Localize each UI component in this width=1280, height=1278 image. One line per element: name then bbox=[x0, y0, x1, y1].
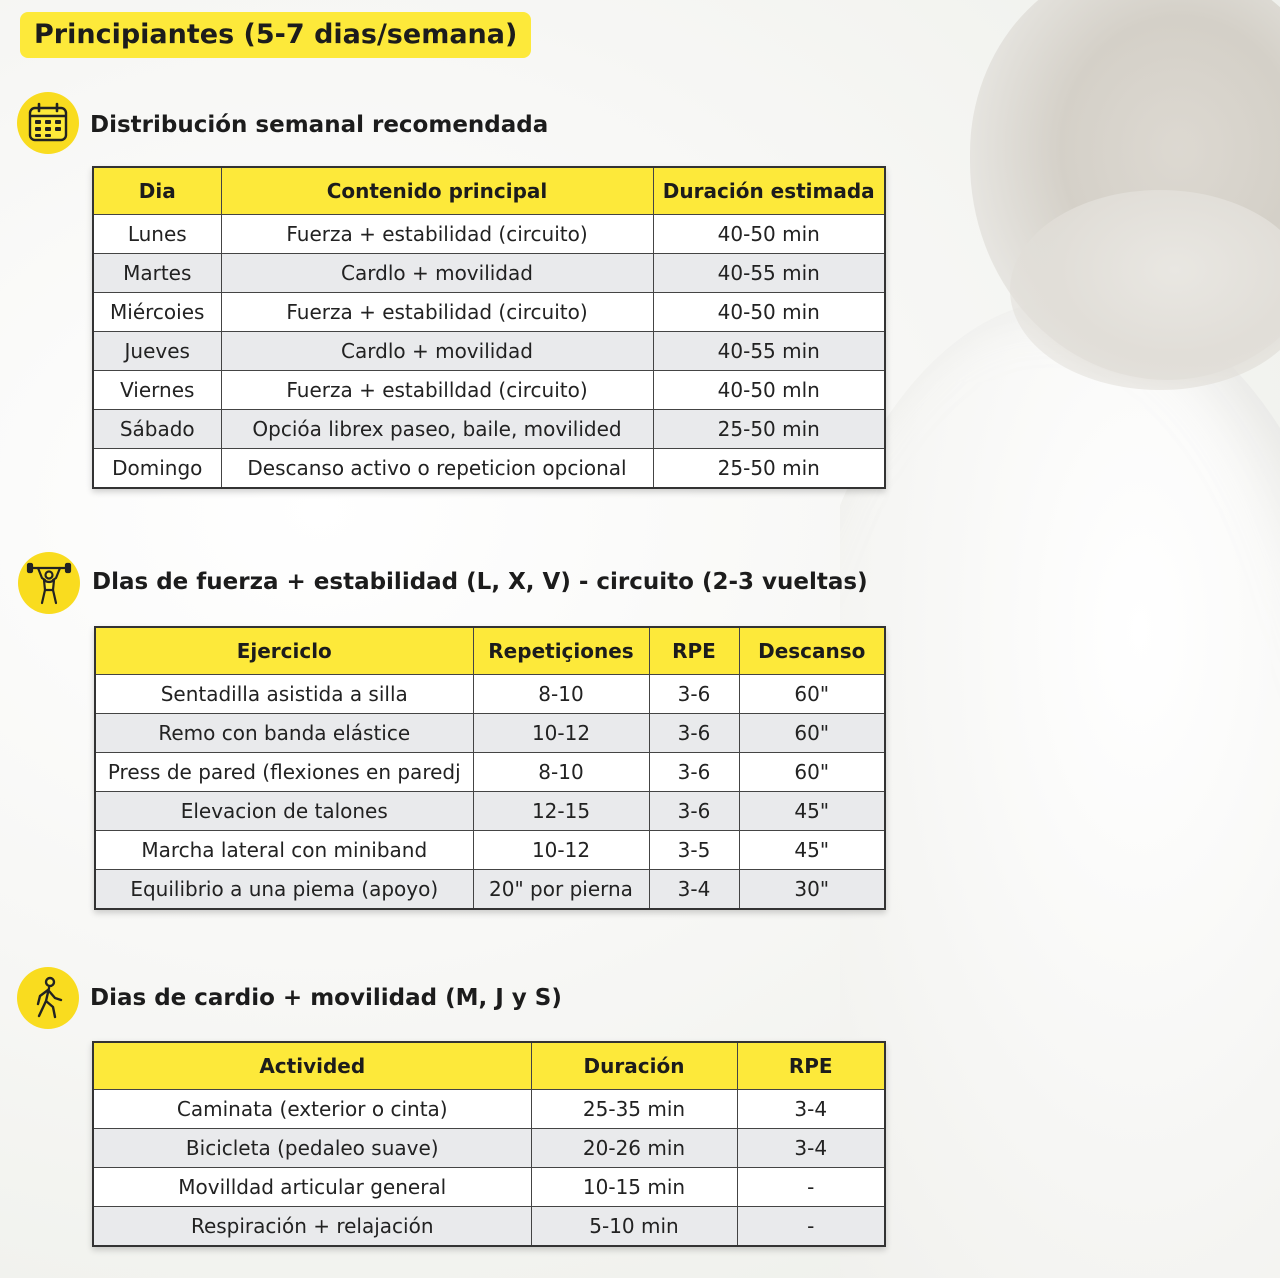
table-cell: 3-6 bbox=[649, 753, 739, 792]
table-cell: 10-12 bbox=[473, 714, 649, 753]
table-cell: 3-4 bbox=[737, 1090, 885, 1129]
table-row bbox=[93, 254, 885, 293]
table-row bbox=[93, 1207, 885, 1247]
table-cell: Viernes bbox=[93, 371, 221, 410]
table-header: Ejerciclo bbox=[95, 627, 473, 675]
table-row bbox=[95, 870, 885, 910]
table-row bbox=[95, 675, 885, 714]
table-row bbox=[93, 410, 885, 449]
table-cell: 10-12 bbox=[473, 831, 649, 870]
table-cell: Jueves bbox=[93, 332, 221, 371]
strength-table bbox=[94, 626, 886, 910]
table-cell: Lunes bbox=[93, 215, 221, 254]
table-row bbox=[93, 1090, 885, 1129]
table-cell: 12-15 bbox=[473, 792, 649, 831]
table-cell: Fuerza + estabilidad (circuito) bbox=[221, 215, 653, 254]
table-cell: Descanso activo o repeticion opcional bbox=[221, 449, 653, 489]
table-cell: - bbox=[737, 1207, 885, 1247]
table-cell: 60" bbox=[739, 714, 885, 753]
table-cell: 40-50 min bbox=[653, 215, 885, 254]
table-cell: Miércoies bbox=[93, 293, 221, 332]
table-row bbox=[95, 792, 885, 831]
table-cell: 3-6 bbox=[649, 792, 739, 831]
table-cell: Respiración + relajación bbox=[93, 1207, 531, 1247]
table-header: Duración estimada bbox=[653, 167, 885, 215]
table-cell: - bbox=[737, 1168, 885, 1207]
table-cell: Press de pared (flexiones en paredj bbox=[95, 753, 473, 792]
table-cell: 30" bbox=[739, 870, 885, 910]
table-cell: 40-50 mln bbox=[653, 371, 885, 410]
table-cell: Sábado bbox=[93, 410, 221, 449]
table-cell: Cardlo + movilidad bbox=[221, 254, 653, 293]
table-header-row bbox=[95, 627, 885, 675]
table-cell: 3-5 bbox=[649, 831, 739, 870]
table-row bbox=[93, 293, 885, 332]
table-cell: 25-50 min bbox=[653, 449, 885, 489]
table-cell: 8-10 bbox=[473, 753, 649, 792]
table-row bbox=[93, 449, 885, 489]
table-cell: Caminata (exterior o cinta) bbox=[93, 1090, 531, 1129]
table-row bbox=[93, 332, 885, 371]
table-cell: 8-10 bbox=[473, 675, 649, 714]
table-cell: Equilibrio a una piema (apoyo) bbox=[95, 870, 473, 910]
table-cell: Fuerza + estabilidad (circuito) bbox=[221, 293, 653, 332]
table-cell: Opcióa librex paseo, baile, movilided bbox=[221, 410, 653, 449]
walking-person-icon bbox=[17, 967, 79, 1029]
table-cell: Cardlo + movilidad bbox=[221, 332, 653, 371]
table-cell: Bicicleta (pedaleo suave) bbox=[93, 1129, 531, 1168]
table-cell: 20" por pierna bbox=[473, 870, 649, 910]
table-cell: Elevacion de talones bbox=[95, 792, 473, 831]
table-cell: 40-55 min bbox=[653, 254, 885, 293]
cardio-table bbox=[92, 1041, 886, 1247]
table-cell: 45" bbox=[739, 831, 885, 870]
weightlifter-icon bbox=[18, 552, 80, 614]
table-cell: 40-50 min bbox=[653, 293, 885, 332]
table-row bbox=[95, 753, 885, 792]
section-title-weekly: Distribución semanal recomendada bbox=[90, 112, 549, 138]
table-header: Activided bbox=[93, 1042, 531, 1090]
section-title-cardio: Dias de cardio + movilidad (M, J y S) bbox=[90, 985, 562, 1011]
table-cell: Domingo bbox=[93, 449, 221, 489]
table-cell: 20-26 min bbox=[531, 1129, 737, 1168]
table-cell: 25-50 min bbox=[653, 410, 885, 449]
table-cell: 3-4 bbox=[649, 870, 739, 910]
table-cell: 45" bbox=[739, 792, 885, 831]
section-title-strength: Dlas de fuerza + estabilidad (L, X, V) - circuito (2-3 vueltas) bbox=[92, 569, 868, 595]
background-shirt bbox=[840, 300, 1280, 1278]
table-header: Repetiçiones bbox=[473, 627, 649, 675]
table-cell: 10-15 min bbox=[531, 1168, 737, 1207]
table-row bbox=[93, 1129, 885, 1168]
table-header-row bbox=[93, 167, 885, 215]
table-header: Duración bbox=[531, 1042, 737, 1090]
table-cell: 60" bbox=[739, 753, 885, 792]
table-cell: 3-6 bbox=[649, 675, 739, 714]
table-cell: 25-35 min bbox=[531, 1090, 737, 1129]
table-header: RPE bbox=[737, 1042, 885, 1090]
table-cell: 3-4 bbox=[737, 1129, 885, 1168]
page-title: Principiantes (5-7 dias/semana) bbox=[20, 12, 531, 58]
table-cell: Martes bbox=[93, 254, 221, 293]
table-row bbox=[93, 1168, 885, 1207]
table-header: Contenido principal bbox=[221, 167, 653, 215]
table-header: Descanso bbox=[739, 627, 885, 675]
background-photo-man bbox=[840, 0, 1280, 1278]
table-header: RPE bbox=[649, 627, 739, 675]
table-cell: Remo con banda elástice bbox=[95, 714, 473, 753]
table-row bbox=[93, 215, 885, 254]
table-cell: 3-6 bbox=[649, 714, 739, 753]
calendar-icon bbox=[17, 92, 79, 154]
table-cell: 60" bbox=[739, 675, 885, 714]
table-cell: 5-10 min bbox=[531, 1207, 737, 1247]
table-header-row bbox=[93, 1042, 885, 1090]
weekly-table bbox=[92, 166, 886, 489]
table-row bbox=[95, 714, 885, 753]
table-cell: Marcha lateral con miniband bbox=[95, 831, 473, 870]
table-header: Dia bbox=[93, 167, 221, 215]
table-cell: Sentadilla asistida a silla bbox=[95, 675, 473, 714]
table-row bbox=[95, 831, 885, 870]
table-cell: 40-55 min bbox=[653, 332, 885, 371]
table-row bbox=[93, 371, 885, 410]
table-cell: Movilldad articular general bbox=[93, 1168, 531, 1207]
table-cell: Fuerza + estabilldad (circuito) bbox=[221, 371, 653, 410]
